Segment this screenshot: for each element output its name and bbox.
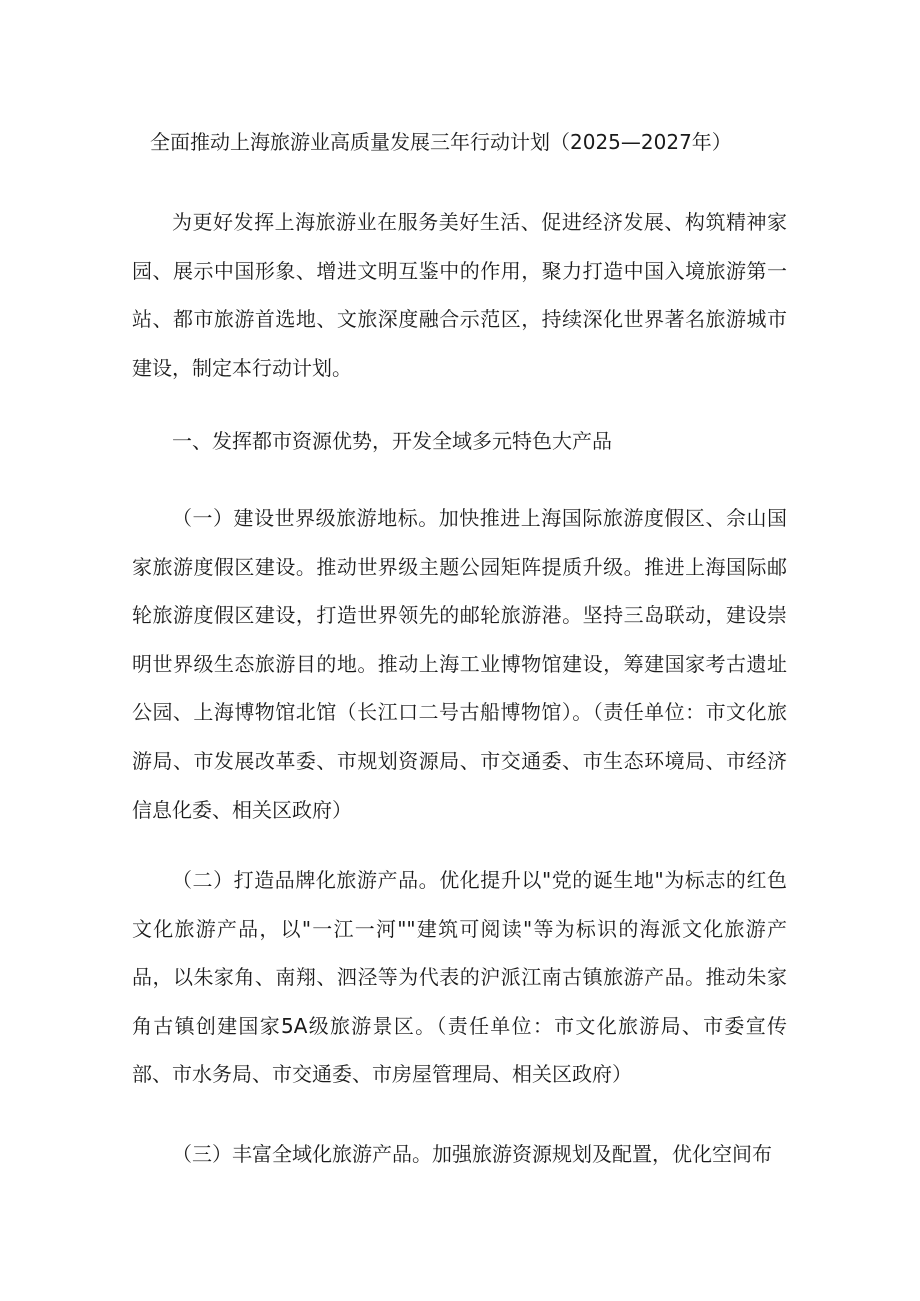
- intro-paragraph: 为更好发挥上海旅游业在服务美好生活、促进经济发展、构筑精神家园、展示中国形象、增进文明互鉴中的作用，聚力打造中国入境旅游第一站、都市旅游首选地、文旅深度融合示范区，持续深化世界著名旅游城市建设，制定本行动计划。: [132, 210, 787, 380]
- document-title: 全面推动上海旅游业高质量发展三年行动计划（2025—2027年）: [150, 130, 732, 154]
- item-1-paragraph: （一）建设世界级旅游地标。加快推进上海国际旅游度假区、佘山国家旅游度假区建设。推动世界级主题公园矩阵提质升级。推进上海国际邮轮旅游度假区建设，打造世界领先的邮轮旅游港。坚持三岛联动，建设崇明世界级生态旅游目的地。推动上海工业博物馆建设，筹建国家考古遗址公园、上海博物馆北馆（长江口二号古船博物馆）。（责任单位：市文化旅游局、市发展改革委、市规划资源局、市交通委、市生态环境局、市经济信息化委、相关区政府）: [132, 506, 787, 822]
- item-3-paragraph: （三）丰富全域化旅游产品。加强旅游资源规划及配置，优化空间布: [172, 1142, 772, 1166]
- item-2-paragraph: （二）打造品牌化旅游产品。优化提升以"党的诞生地"为标志的红色文化旅游产品，以"一江一河""建筑可阅读"等为标识的海派文化旅游产品，以朱家角、南翔、泗泾等为代表的沪派江南古镇旅游产品。推动朱家角古镇创建国家5A级旅游景区。（责任单位：市文化旅游局、市委宣传部、市水务局、市交通委、市房屋管理局、相关区政府）: [132, 868, 787, 1087]
- section-one-heading: 一、发挥都市资源优势，开发全域多元特色大产品: [172, 429, 612, 453]
